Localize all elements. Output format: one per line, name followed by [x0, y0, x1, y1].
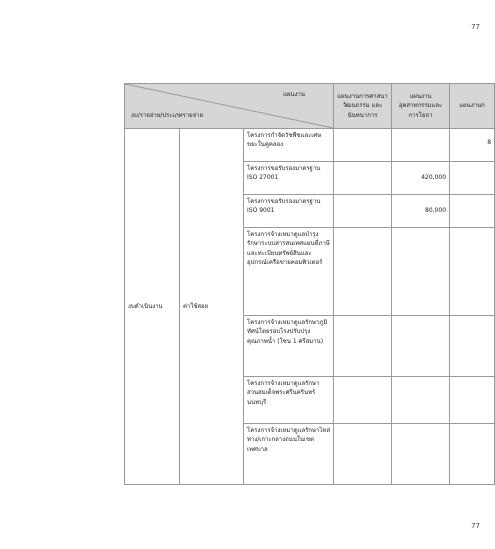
- industry-value: [392, 228, 450, 316]
- religion-value: [334, 129, 392, 162]
- industry-value: [392, 316, 450, 377]
- partial-value: [450, 316, 495, 377]
- partial-value: [450, 195, 495, 228]
- religion-value: [334, 377, 392, 424]
- expense-type-cell: ค่าใช้สอย: [180, 129, 244, 485]
- industry-value: [392, 377, 450, 424]
- project-cell: โครงการกำจัดวัชพืชและเศษขยะในคูคลอง: [244, 129, 334, 162]
- page-number-bottom: 77: [471, 522, 480, 530]
- religion-value: [334, 424, 392, 485]
- header-plan-industry: แผนงาน อุตสาหกรรมและการโยธา: [392, 84, 450, 129]
- partial-value: [450, 228, 495, 316]
- project-cell: โครงการขอรับรองมาตรฐาน ISO 27001: [244, 162, 334, 195]
- project-cell: โครงการจ้างเหมาดูแลรักษาภูมิทัศน์โดยรอบโรงปรับปรุงคุณภาพน้ำ (โซน 1 ศรีสมาน): [244, 316, 334, 377]
- religion-value: [334, 195, 392, 228]
- row-header-label: งบ/รายจ่าย/ประเภทรายจ่าย: [131, 111, 204, 119]
- religion-value: [334, 316, 392, 377]
- col-header-label: แผนงาน: [283, 91, 306, 98]
- header-plan-religion: แผนงานการศาสนา วัฒนธรรม และนันทนาการ: [334, 84, 392, 129]
- partial-value: [450, 162, 495, 195]
- industry-value: [392, 424, 450, 485]
- budget-table: [124, 83, 495, 485]
- project-cell: โครงการจ้างเหมาดูแลรักษาไหล่ทาง/เกาะกลางถนนในเขตเทศบาล: [244, 424, 334, 485]
- table-row: [125, 129, 495, 162]
- project-cell: โครงการจ้างเหมาดูแลรักษาสวนสมเด็จพระศรีนครินทร์ นนทบุรี: [244, 377, 334, 424]
- table-header-row: [125, 84, 495, 129]
- industry-value: 80,000: [392, 195, 450, 228]
- religion-value: [334, 228, 392, 316]
- religion-value: [334, 162, 392, 195]
- page-number-top: 77: [471, 23, 480, 31]
- industry-value: [392, 129, 450, 162]
- industry-value: 420,000: [392, 162, 450, 195]
- partial-value: [450, 424, 495, 485]
- budget-cell: งบดำเนินงาน: [125, 129, 180, 485]
- partial-value: [450, 377, 495, 424]
- project-cell: โครงการขอรับรองมาตรฐาน ISO 9001: [244, 195, 334, 228]
- diagonal-header-cell: [125, 84, 334, 129]
- project-cell: โครงการจ้างเหมาดูแลบำรุงรักษาระบบสารสนเทศแผนที่ภาษีและทะเบียนทรัพย์สินและอุปกรณ์เครือข่ายคอมพิวเตอร์: [244, 228, 334, 316]
- partial-value: 8: [450, 129, 495, 162]
- header-plan-partial: แผนงานก: [450, 84, 495, 129]
